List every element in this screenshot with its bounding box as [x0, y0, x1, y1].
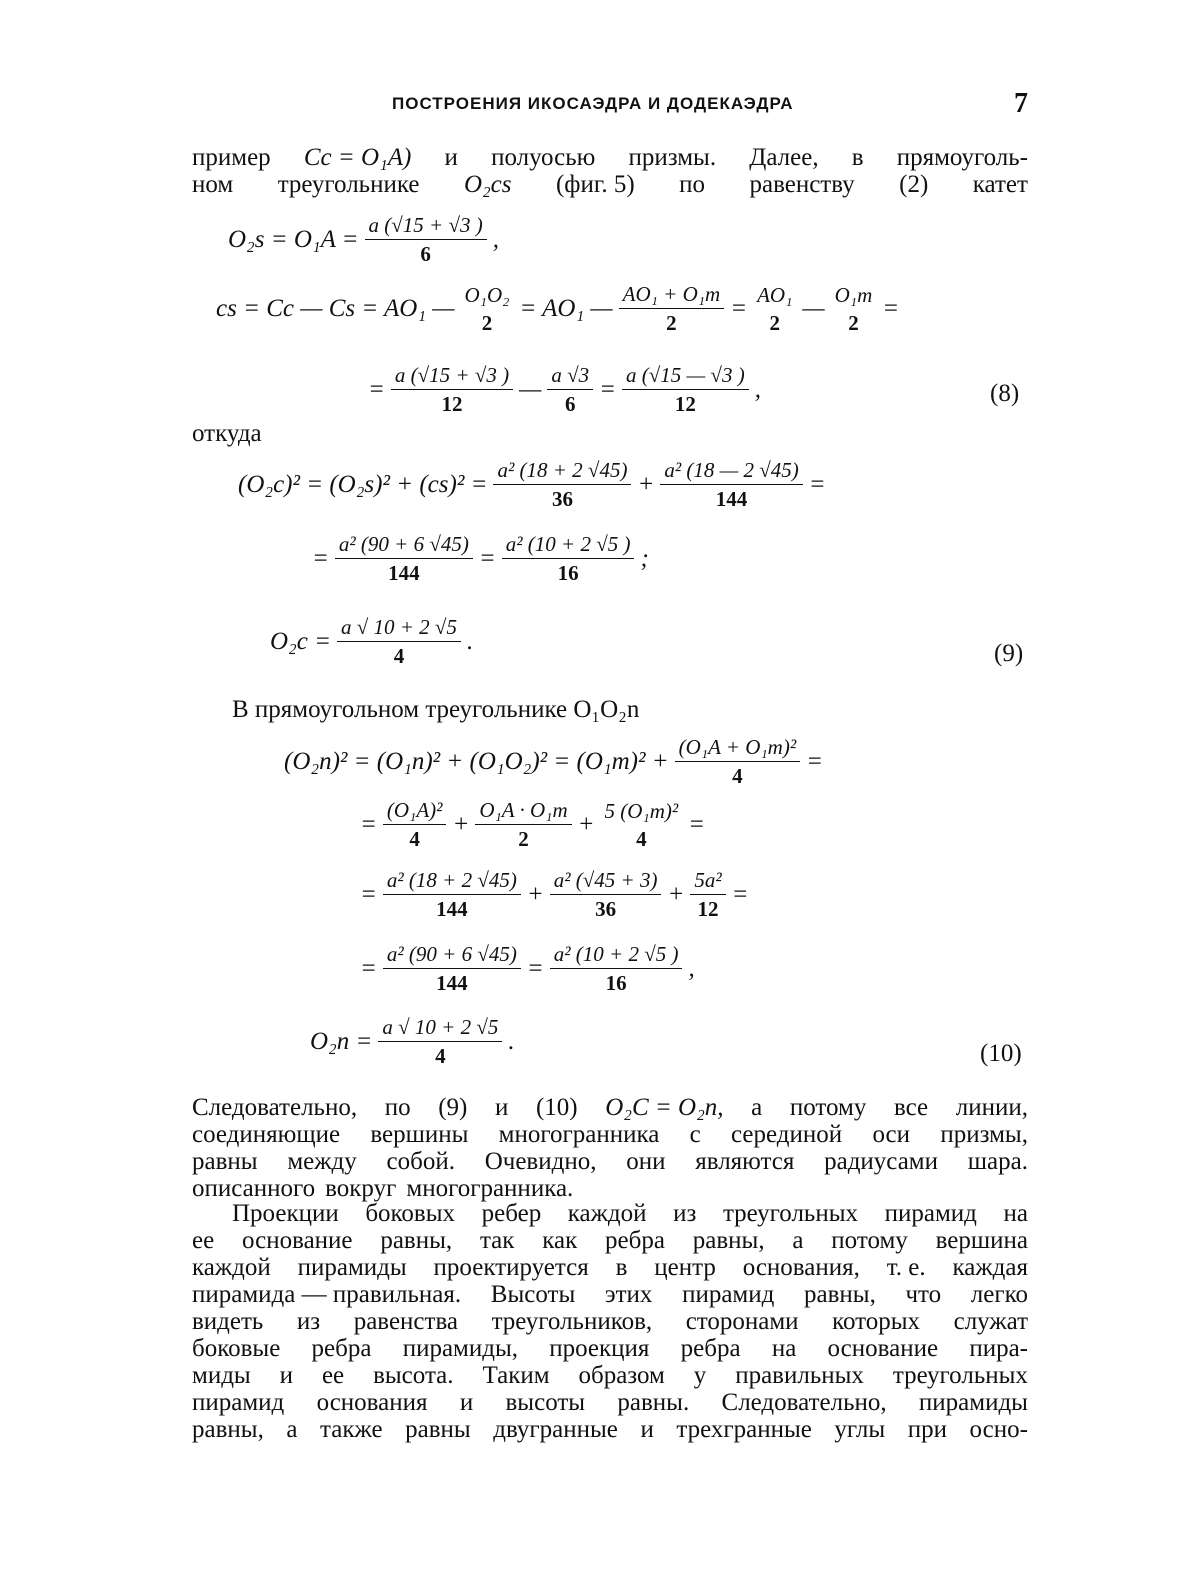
word: Следовательно, — [721, 1389, 887, 1416]
fraction-numerator: O₁O₂ — [464, 282, 510, 307]
word: равенства — [353, 1308, 459, 1335]
text-triangle-intro: В прямоугольном треугольнике O₁O₂n — [232, 696, 640, 723]
word: с — [689, 1121, 701, 1148]
equation-lhs: (O₂c)² = (O₂s)² + (cs)² = — [238, 470, 488, 498]
word: а — [286, 1416, 298, 1443]
fraction-numerator: a √ 10 + 2 √5 — [337, 615, 461, 642]
fraction-denominator: 6 — [564, 392, 576, 416]
text-line — [192, 1335, 1028, 1362]
fraction-denominator: 6 — [420, 242, 431, 266]
equation-operator: = AO₁ — — [519, 294, 613, 322]
word: O₂cs — [463, 171, 512, 198]
word: треугольных — [892, 1362, 1028, 1389]
fraction-denominator: 36 — [551, 487, 573, 511]
fraction-numerator: (O₁A + O₁m)² — [675, 735, 801, 762]
word: что — [905, 1281, 942, 1308]
equation-tail: . — [508, 1027, 515, 1055]
word: из — [296, 1308, 321, 1335]
word: оси — [872, 1121, 911, 1148]
word: на — [1003, 1200, 1028, 1227]
word: каждой — [192, 1254, 271, 1281]
equation-operator: — — [802, 294, 825, 322]
fraction-numerator: a √ 10 + 2 √5 — [378, 1015, 502, 1042]
fraction — [337, 615, 461, 668]
fraction — [753, 283, 796, 335]
word: пира- — [969, 1335, 1028, 1362]
word: равны, — [804, 1281, 876, 1308]
equation-lhs: (O₂n)² = (O₁n)² + (O₁O₂)² = (O₁m)² + — [284, 747, 669, 775]
word: этих — [604, 1281, 653, 1308]
word: центр — [654, 1254, 716, 1281]
fraction-denominator: 4 — [732, 764, 743, 788]
word: равны. — [617, 1389, 690, 1416]
word: ее — [321, 1362, 345, 1389]
equation-lhs: O₂n = — [310, 1027, 373, 1055]
fraction — [547, 363, 593, 416]
word: радиусами — [824, 1148, 939, 1175]
fraction — [550, 868, 662, 921]
fraction-denominator: 2 — [666, 311, 677, 335]
fraction-numerator: a² (90 + 6 √45) — [335, 532, 473, 559]
equation-number-8: (8) — [990, 380, 1020, 407]
word: так — [479, 1227, 515, 1254]
equation-operator: = — [312, 544, 329, 572]
word: видеть — [192, 1308, 264, 1335]
word: равны, — [192, 1416, 264, 1443]
text-line — [192, 1389, 1028, 1416]
word: каждая — [952, 1254, 1028, 1281]
word: ее — [192, 1227, 215, 1254]
word: основания, — [742, 1254, 860, 1281]
word: Далее, — [749, 144, 819, 171]
equation-9 — [270, 615, 473, 668]
word: в — [615, 1254, 628, 1281]
fraction-numerator: a² (√45 + 3) — [550, 868, 662, 895]
equation-o2c-squared-cont — [312, 532, 649, 585]
fraction — [690, 868, 725, 921]
equation-tail: = — [806, 747, 823, 775]
text-line — [192, 1281, 1028, 1308]
fraction-numerator: 5a² — [690, 868, 725, 895]
word: основание — [242, 1227, 353, 1254]
fraction-numerator: 5 (O₁m)² — [604, 798, 679, 823]
equation-operator: + — [637, 470, 655, 498]
fraction-denominator: 4 — [393, 644, 405, 668]
word: а — [751, 1094, 763, 1121]
word: и — [494, 1094, 509, 1121]
word: ребра — [680, 1335, 741, 1362]
equation-8 — [368, 363, 761, 416]
word: O₂C = O₂n, — [605, 1094, 724, 1121]
word: т. е. — [886, 1254, 926, 1281]
fraction — [831, 283, 877, 335]
word: и — [444, 144, 458, 171]
fraction — [622, 363, 749, 416]
word: боковые — [192, 1335, 281, 1362]
word: на — [771, 1335, 797, 1362]
fraction — [619, 282, 725, 335]
equation-o2n-squared — [284, 735, 823, 788]
word: равны, — [692, 1227, 765, 1254]
word: также — [320, 1416, 383, 1443]
paragraph-intro — [192, 144, 1028, 198]
equation-operator: = — [360, 954, 377, 982]
word: вокруг — [325, 1175, 397, 1202]
fraction-denominator: 2 — [481, 310, 493, 335]
equation-o2s — [228, 213, 499, 266]
word: пирамиды, — [402, 1335, 519, 1362]
equation-operator: + — [577, 810, 595, 838]
equation-tail: , — [754, 375, 761, 403]
fraction — [461, 283, 514, 335]
word: в — [851, 144, 864, 171]
word: (10) — [535, 1094, 578, 1121]
word: осно- — [969, 1416, 1028, 1443]
equation-operator: = — [526, 954, 544, 982]
fraction-denominator: 12 — [441, 392, 463, 416]
fraction — [675, 735, 801, 788]
word: треугольных — [722, 1200, 859, 1227]
word: Таким — [482, 1362, 550, 1389]
word: описанного — [192, 1175, 316, 1202]
word: ребра — [605, 1227, 665, 1254]
fraction-denominator: 12 — [697, 897, 719, 921]
word: и — [279, 1362, 294, 1389]
equation-tail: ; — [640, 544, 649, 572]
equation-o2n-squared-cont2 — [360, 868, 749, 921]
fraction-denominator: 16 — [557, 561, 579, 585]
word: Следовательно, — [192, 1094, 358, 1121]
word: пример — [192, 144, 271, 171]
word: Очевидно, — [484, 1148, 597, 1175]
fraction — [601, 799, 683, 851]
word: вершина — [935, 1227, 1028, 1254]
word: по — [679, 171, 706, 198]
word: ном — [192, 171, 234, 198]
word: пирамид — [884, 1200, 977, 1227]
word: миды — [192, 1362, 251, 1389]
word: из — [673, 1200, 697, 1227]
fraction-denominator: 144 — [436, 897, 468, 921]
equation-cs — [216, 282, 899, 335]
word: высота. — [373, 1362, 454, 1389]
text-line — [192, 1416, 1028, 1443]
word: у — [693, 1362, 707, 1389]
word: правильных — [735, 1362, 864, 1389]
word: каждой — [567, 1200, 647, 1227]
text-line — [192, 1254, 1028, 1281]
equation-operator: + — [667, 880, 685, 908]
fraction-numerator: AO₁ — [757, 282, 793, 307]
text-line — [192, 171, 1028, 198]
fraction — [383, 798, 447, 851]
fraction-numerator: a √3 — [547, 363, 593, 390]
text-line — [192, 1200, 1028, 1227]
equation-tail: = — [688, 810, 706, 838]
equation-tail: = — [808, 470, 826, 498]
fraction-denominator: 12 — [674, 392, 696, 416]
word: которых — [832, 1308, 921, 1335]
equation-lhs: cs = Cc — Cs = AO₁ — — [216, 294, 455, 322]
equation-o2c-squared — [238, 458, 826, 511]
word: они — [626, 1148, 666, 1175]
word: высоты — [505, 1389, 586, 1416]
word: основание — [827, 1335, 939, 1362]
word: Cc = O₁A) — [303, 144, 412, 171]
word: (2) — [899, 171, 929, 198]
word: соединяющие — [192, 1121, 341, 1148]
word: равны — [192, 1148, 258, 1175]
fraction-denominator: 2 — [518, 827, 529, 851]
fraction-denominator: 144 — [715, 487, 748, 511]
word: Проекции — [232, 1200, 339, 1227]
equation-tail: , — [492, 225, 499, 253]
equation-number-9: (9) — [994, 640, 1024, 667]
fraction-numerator: (O₁A)² — [383, 798, 447, 825]
fraction-denominator: 4 — [409, 827, 420, 851]
word: и — [640, 1416, 654, 1443]
fraction — [365, 213, 487, 266]
word: равенству — [749, 171, 855, 198]
word: трехгранные — [676, 1416, 812, 1443]
fraction-denominator: 144 — [436, 971, 468, 995]
word: равны, — [380, 1227, 453, 1254]
word: прямоуголь- — [896, 144, 1028, 171]
word: между — [287, 1148, 357, 1175]
fraction — [475, 798, 571, 851]
word: пирамид — [192, 1389, 285, 1416]
word: Высоты — [490, 1281, 576, 1308]
fraction-numerator: a² (10 + 2 √5 ) — [550, 942, 683, 969]
equation-number-10: (10) — [980, 1040, 1022, 1067]
word: сторонами — [685, 1308, 799, 1335]
word: линии, — [955, 1094, 1028, 1121]
equation-operator: + — [526, 880, 544, 908]
word: основания — [316, 1389, 428, 1416]
fraction-numerator: a (√15 + √3 ) — [391, 363, 513, 390]
word: треугольнике — [277, 171, 420, 198]
word: треугольников, — [491, 1308, 653, 1335]
text-line — [192, 1175, 1028, 1202]
word: легко — [970, 1281, 1028, 1308]
word: ребер — [481, 1200, 542, 1227]
word: полуосью — [491, 144, 596, 171]
fraction-denominator: 4 — [435, 1044, 446, 1068]
word: пирамид — [682, 1281, 775, 1308]
word: пирамиды — [918, 1389, 1028, 1416]
word: как — [542, 1227, 578, 1254]
equation-operator: = — [368, 375, 385, 403]
fraction — [660, 458, 802, 511]
word: многогранника — [498, 1121, 660, 1148]
word: служат — [953, 1308, 1028, 1335]
equation-operator: + — [452, 810, 470, 838]
word: собой. — [386, 1148, 455, 1175]
fraction-denominator: 4 — [636, 826, 647, 851]
text-line — [192, 1362, 1028, 1389]
text-line — [192, 144, 1028, 171]
word: пирамиды — [297, 1254, 407, 1281]
equation-operator: = — [360, 880, 377, 908]
fraction — [550, 942, 683, 995]
word: вершины — [370, 1121, 469, 1148]
paragraph-pyramids — [192, 1200, 1028, 1443]
equation-operator: = — [599, 375, 616, 403]
fraction-numerator: a² (18 + 2 √45) — [493, 458, 631, 485]
word: углы — [834, 1416, 886, 1443]
word: катет — [972, 171, 1028, 198]
word: (фиг. 5) — [555, 171, 635, 198]
equation-tail: = — [882, 294, 900, 322]
fraction-numerator: a² (18 + 2 √45) — [383, 868, 521, 895]
text-line — [192, 1308, 1028, 1335]
equation-tail: . — [466, 627, 474, 655]
equation-lhs: O₂c = — [270, 627, 331, 655]
text-line — [192, 1148, 1028, 1175]
fraction-denominator: 2 — [848, 310, 859, 335]
fraction — [493, 458, 631, 511]
equation-tail: = — [731, 880, 749, 908]
word-otkuda: откуда — [192, 420, 262, 447]
fraction-denominator: 144 — [388, 561, 420, 585]
equation-operator: = — [730, 294, 748, 322]
word: призмы. — [628, 144, 717, 171]
word: а — [792, 1227, 804, 1254]
fraction-numerator: a (√15 + √3 ) — [365, 213, 487, 240]
fraction-denominator: 36 — [595, 897, 617, 921]
word: ребра — [311, 1335, 372, 1362]
fraction-numerator: O₁m — [834, 282, 873, 307]
fraction-numerator: a² (90 + 6 √45) — [383, 942, 521, 969]
fraction-denominator: 16 — [605, 971, 627, 995]
word: шара. — [967, 1148, 1028, 1175]
fraction — [383, 868, 521, 921]
word: призмы, — [940, 1121, 1028, 1148]
fraction — [391, 363, 513, 416]
word: потому — [789, 1094, 867, 1121]
word: при — [907, 1416, 947, 1443]
word: боковых — [365, 1200, 456, 1227]
fraction-numerator: AO₁ + O₁m — [619, 282, 725, 309]
word: пирамида — правильная. — [192, 1281, 462, 1308]
equation-operator: = — [360, 810, 377, 838]
word: проекция — [549, 1335, 650, 1362]
page-number: 7 — [1014, 88, 1028, 119]
fraction — [378, 1015, 502, 1068]
fraction — [335, 532, 473, 585]
paragraph-conclusion — [192, 1094, 1028, 1202]
text-line — [192, 1121, 1028, 1148]
fraction — [502, 532, 635, 585]
word: все — [893, 1094, 929, 1121]
text-line — [192, 1094, 1028, 1121]
fraction-numerator: O₁A · O₁m — [475, 798, 571, 825]
fraction-numerator: a² (18 — 2 √45) — [660, 458, 802, 485]
word: потому — [831, 1227, 908, 1254]
word: образом — [578, 1362, 665, 1389]
fraction-numerator: a² (10 + 2 √5 ) — [502, 532, 635, 559]
equation-operator: — — [519, 375, 542, 403]
word: являются — [695, 1148, 795, 1175]
word: проектируется — [433, 1254, 589, 1281]
word: многогранника. — [406, 1175, 574, 1202]
text-line — [192, 1227, 1028, 1254]
equation-lhs: O₂s = O₁A = — [228, 225, 359, 253]
equation-o2n-squared-cont3 — [360, 942, 695, 995]
fraction-numerator: a (√15 — √3 ) — [622, 363, 749, 390]
running-header: ПОСТРОЕНИЯ ИКОСАЭДРА И ДОДЕКАЭДРА — [392, 94, 794, 113]
equation-tail: , — [688, 954, 695, 982]
word: серединой — [731, 1121, 843, 1148]
word: (9) — [438, 1094, 468, 1121]
word: двугранные — [493, 1416, 618, 1443]
word: и — [459, 1389, 474, 1416]
equation-10 — [310, 1015, 515, 1068]
word: равны — [405, 1416, 471, 1443]
word: по — [384, 1094, 411, 1121]
equation-operator: = — [478, 544, 496, 572]
equation-o2n-squared-cont1 — [360, 798, 705, 851]
fraction-denominator: 2 — [769, 310, 780, 335]
fraction — [383, 942, 521, 995]
